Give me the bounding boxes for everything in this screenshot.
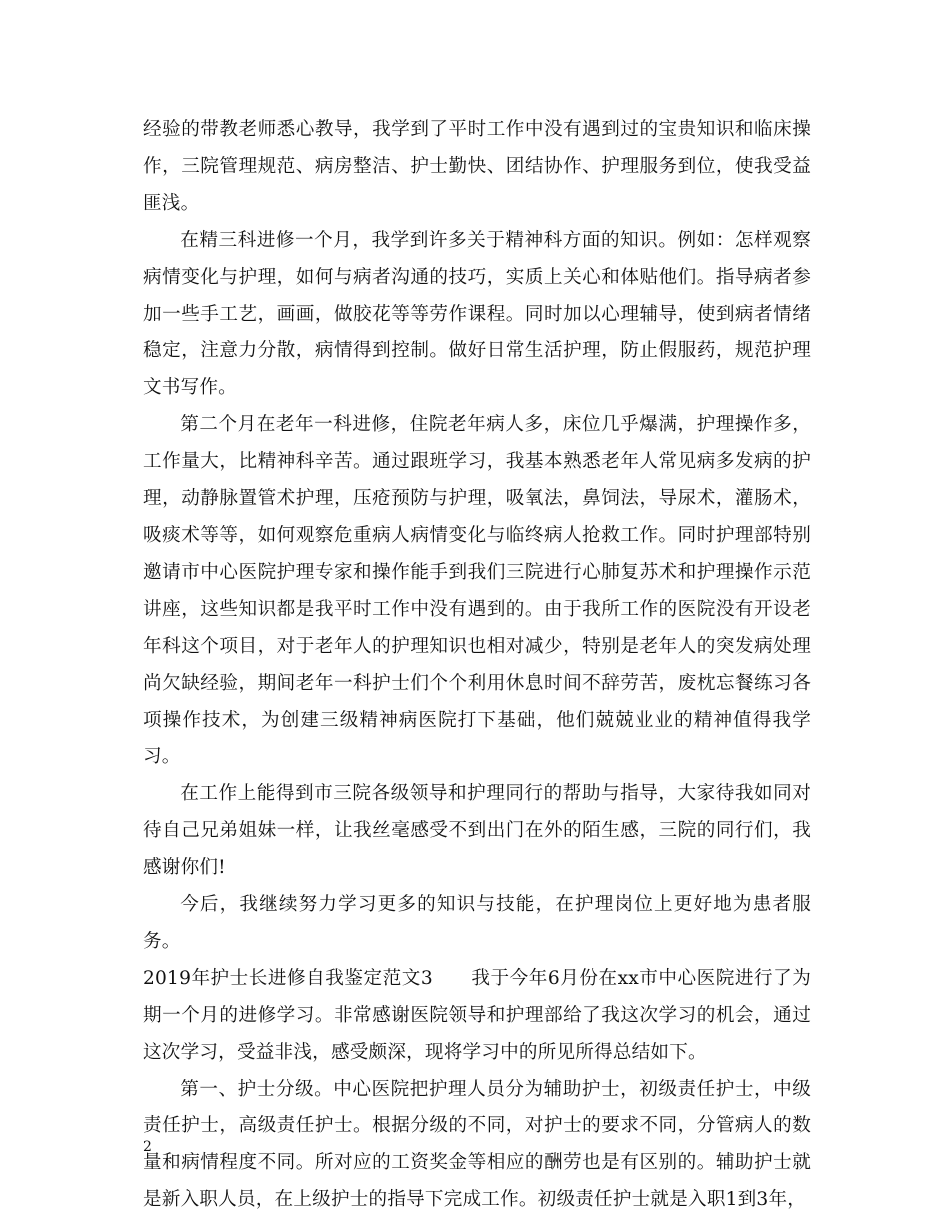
paragraph-5: 今后，我继续努力学习更多的知识与技能，在护理岗位上更好地为患者服务。 <box>143 894 811 952</box>
paragraph-4: 在工作上能得到市三院各级领导和护理同行的帮助与指导，大家待我如同对待自己兄弟姐妹一样，让我丝毫感受不到出门在外的陌生感，三院的同行们，我感谢你们! <box>143 783 811 879</box>
paragraph-1: 经验的带教老师悉心教导，我学到了平时工作中没有遇到过的宝贵知识和临床操作，三院管理规范、病房整洁、护士勤快、团结协作、护理服务到位，使我受益匪浅。 <box>143 119 811 214</box>
paragraph-6: 2019年护士长进修自我鉴定范文3 我于今年6月份在xx市中心医院进行了为期一个月的进修学习。非常感谢医院领导和护理部给了我这次学习的机会，通过这次学习，受益非浅，感受颇深，现将学习中的所见所得总结如下。 <box>143 967 811 1063</box>
paragraph-3: 第二个月在老年一科进修，住院老年病人多，床位几乎爆满，护理操作多，工作量大，比精神科辛苦。通过跟班学习，我基本熟悉老年人常见病多发病的护理，动静脉置管术护理，压疮预防与护理，吸氧法，鼻饲法，导尿术，灌肠术，吸痰术等等，如何观察危重病人病情变化与临终病人抢救工作。同时护理部特别邀请市中心医院护理专家和操作能手到我们三院进行心肺复苏术和护理操作示范讲座，这些知识都是我平时工作中没有遇到的。由于我所工作的医院没有开设老年科这个项目，对于老年人的护理知识也相对减少，特别是老年人的突发病处理尚欠缺经验，期间老年一科护士们个个利用休息时间不辞劳苦，废枕忘餐练习各项操作技术，为创建三级精神病医院打下基础，他们兢兢业业的精神值得我学习。 <box>143 414 811 768</box>
page-number: 2 <box>143 1139 152 1155</box>
paragraph-7: 第一、护士分级。中心医院把护理人员分为辅助护士，初级责任护士，中级责任护士，高级责任护士。根据分级的不同，对护士的要求不同，分管病人的数量和病情程度不同。所对应的工资奖金等相应的酬劳也是有区别的。辅助护士就是新入职人员，在上级护士的指导下完成工作。初级责任护士就是入职1到3年， <box>143 1078 811 1211</box>
paragraph-2: 在精三科进修一个月，我学到许多关于精神科方面的知识。例如：怎样观察病情变化与护理，如何与病者沟通的技巧，实质上关心和体贴他们。指导病者参加一些手工艺，画画，做胶花等等劳作课程。同时加以心理辅导，使到病者情绪稳定，注意力分散，病情得到控制。做好日常生活护理，防止假服药，规范护理文书写作。 <box>143 229 811 399</box>
document-body <box>143 112 811 1219</box>
